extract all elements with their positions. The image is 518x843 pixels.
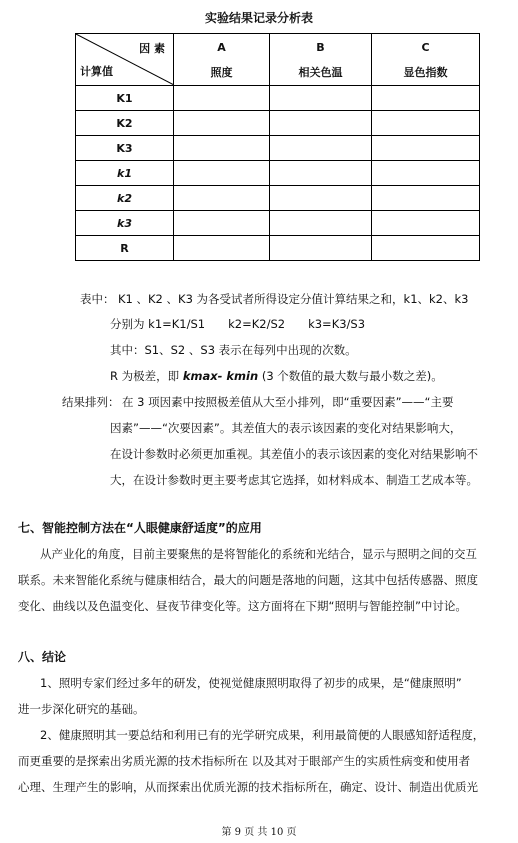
row-label: R (76, 236, 174, 261)
table-title: 实验结果记录分析表 (204, 11, 313, 25)
section-8-line-3: 2、健康照明其一要总结和利用已有的光学研究成果，利用最简便的人眼感知舒适程度， (40, 728, 485, 742)
row-label: k3 (76, 211, 174, 236)
table-note-label: 表中： (80, 292, 115, 306)
table-row (76, 111, 480, 136)
column-header-c: C 显色指数 (372, 34, 480, 86)
row-label: k2 (76, 186, 174, 211)
table-row (76, 136, 480, 161)
table-row (76, 211, 480, 236)
range-formula: kmax- kmin (182, 369, 259, 383)
note-line-1: K1 、K2 、K3 为各受试者所得设定分值计算结果之和，k1、k2、k3 (118, 292, 469, 306)
row-label: K2 (76, 111, 174, 136)
table-corner-cell (76, 34, 174, 86)
section-7-line-1: 从产业化的角度，目前主要聚焦的是将智能化的系统和光结合，显示与照明之间的交互 (40, 547, 477, 561)
rank-line-4: 大，在设计参数时更主要考虑其它选择，如材料成本、制造工艺成本等。 (110, 473, 478, 487)
note-line-3: 其中：S1、S2 、S3 表示在每列中出现的次数。 (110, 343, 357, 357)
row-label: K3 (76, 136, 174, 161)
column-header-a: A 照度 (174, 34, 270, 86)
row-label: k1 (76, 161, 174, 186)
note-line-2: 分别为 k1=K1/S1 k2=K2/S2 k3=K3/S3 (110, 317, 366, 331)
section-7-line-3: 变化、曲线以及色温变化、昼夜节律变化等。这方面将在下期“照明与智能控制”中讨论。 (18, 599, 467, 613)
note-line-4: R 为极差，即 kmax- kmin (3 个数值的最大数与最小数之差)。 (110, 369, 443, 383)
section-7-line-2: 联系。未来智能化系统与健康相结合，最大的问题是落地的问题，这其中包括传感器、照度 (18, 573, 478, 587)
section-7-heading: 七、智能控制方法在“人眼健康舒适度”的应用 (18, 521, 262, 535)
section-8-line-1: 1、照明专家们经过多年的研发，使视觉健康照明取得了初步的成果，是“健康照明” (40, 676, 462, 690)
rank-line-3: 在设计参数时必须更加重视。其差值小的表示该因素的变化对结果影响不 (110, 447, 478, 461)
column-header-b: B 相关色温 (270, 34, 372, 86)
page-footer: 第 9 页 共 10 页 (221, 827, 297, 838)
corner-calc-label: 计算值 (80, 65, 113, 78)
rank-line-2: 因素”——“次要因素”。其差值大的表示该因素的变化对结果影响大， (110, 421, 462, 435)
result-analysis-table (75, 33, 480, 261)
rank-label: 结果排列： (62, 395, 120, 409)
table-row (76, 186, 480, 211)
row-label: K1 (76, 86, 174, 111)
corner-factor-label: 因 素 (139, 42, 165, 55)
table-row (76, 86, 480, 111)
section-8-line-5: 心理、生理产生的影响，从而探索出优质光源的技术指标所在，确定、设计、制造出优质光 (18, 780, 478, 794)
section-8-line-4: 而更重要的是探索出劣质光源的技术指标所在 以及其对于眼部产生的实质性病变和使用者 (18, 754, 471, 768)
section-8-heading: 八、结论 (18, 650, 67, 664)
table-row (76, 236, 480, 261)
table-row (76, 161, 480, 186)
section-8-line-2: 进一步深化研究的基础。 (18, 702, 145, 716)
rank-line-1: 在 3 项因素中按照极差值从大至小排列，即“重要因素”——“主要 (122, 395, 454, 409)
